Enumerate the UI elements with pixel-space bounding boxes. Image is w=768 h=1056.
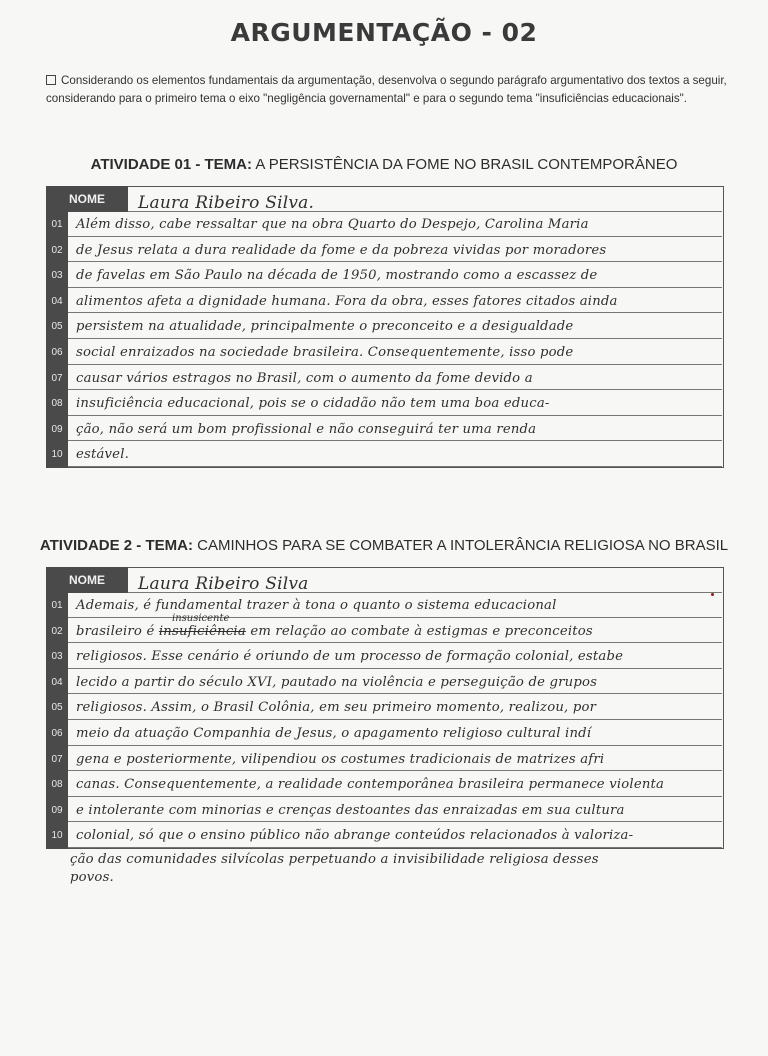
activity2-ruled-line — [68, 642, 722, 643]
activity2-heading-prefix: ATIVIDADE 2 - TEMA: — [39, 537, 193, 554]
activity2-heading-theme: CAMINHOS PARA SE COMBATER A INTOLERÂNCIA RELIGIOSA NO BRASIL — [192, 537, 729, 554]
activity1-line-number: 09 — [51, 423, 63, 435]
activity1-ruled-line — [68, 287, 722, 288]
activity2-text-line[interactable] — [76, 624, 593, 639]
activity2-text-line[interactable]: religiosos. Esse cenário é oriundo de um processo de formação colonial, estabe — [76, 649, 624, 665]
activity1-heading-theme: A PERSISTÊNCIA DA FOME NO BRASIL CONTEMPORÂNEO — [252, 156, 678, 173]
activity2-text-line[interactable]: e intolerante com minorias e crenças destoantes das enraizadas em sua cultura — [76, 802, 625, 818]
activity2-line-number: 10 — [51, 830, 63, 842]
activity2-text-line[interactable]: lecido a partir do século XVI, pautado na violência e perseguição de grupos — [76, 674, 598, 690]
activity1-ruled-line — [68, 389, 722, 390]
activity1-line-number: 02 — [51, 244, 63, 256]
activity1-text-line[interactable]: de Jesus relata a dura realidade da fome e da pobreza vividas por moradores — [76, 242, 607, 258]
activity1-line-number: 10 — [51, 449, 63, 461]
activity2-name-label: NOME — [46, 567, 128, 593]
activity2-ruled-line — [68, 821, 722, 822]
activity2-ruled-line — [68, 617, 722, 618]
activity1-line-number: 06 — [51, 347, 63, 358]
activity2-line2-start: brasileiro é — [76, 623, 159, 639]
activity2-overflow-line[interactable]: povos. — [70, 870, 114, 885]
activity1-heading — [0, 156, 768, 173]
activity2-text-line[interactable]: religiosos. Assim, o Brasil Colônia, em seu primeiro momento, realizou, por — [76, 700, 597, 716]
activity2-struck-word: insuficiência — [158, 623, 246, 639]
activity1-ruled-line — [68, 312, 722, 313]
instructions-line-1: Considerando os elementos fundamentais da argumentação, desenvolva o segundo parágrafo argumentativo dos textos a seguir, — [46, 72, 736, 90]
activity2-ruled-line — [68, 770, 722, 771]
activity1-name-rule — [128, 211, 722, 212]
activity2-ruled-line — [68, 847, 722, 848]
activity2-line-number: 04 — [51, 676, 63, 688]
activity1-text-line[interactable]: estável. — [76, 447, 129, 463]
activity1-sheet — [46, 186, 724, 468]
activity1-line-number: 05 — [51, 321, 63, 333]
activity1-text-line[interactable]: insuficiência educacional, pois se o cidadão não tem uma boa educa- — [76, 396, 550, 412]
activity1-text-line[interactable]: persistem na atualidade, principalmente o preconceito e a desigualdade — [76, 319, 574, 335]
instructions — [46, 72, 736, 108]
activity1-name-value[interactable]: Laura Ribeiro Silva. — [138, 193, 315, 213]
activity2-line-number: 05 — [51, 702, 63, 714]
activity1-ruled-line — [68, 415, 722, 416]
activity2-ruled-line — [68, 796, 722, 797]
instructions-line-2: considerando para o primeiro tema o eixo "negligência governamental" e para o segundo tema "insuficiências educacionais". — [46, 92, 687, 105]
activity2-text-line[interactable]: gena e posteriormente, vilipendiou os costumes tradicionais de matrizes afri — [76, 751, 605, 767]
activity1-line-number: 08 — [51, 398, 63, 410]
activity1-ruled-line — [68, 338, 722, 339]
activity2-text-line[interactable]: canas. Consequentemente, a realidade contemporânea brasileira permanece violenta — [76, 777, 665, 793]
page-title: ARGUMENTAÇÃO - 02 — [230, 18, 538, 47]
activity1-ruled-line — [68, 364, 722, 365]
activity1-ruled-line — [68, 236, 722, 237]
activity1-name-label: NOME — [46, 186, 128, 212]
activity2-ruled-line — [68, 719, 722, 720]
activity2-ruled-line — [68, 693, 722, 694]
activity2-ruled-line — [68, 745, 722, 746]
checkbox-icon — [46, 75, 56, 85]
activity2-line-number: 09 — [51, 804, 63, 816]
activity2-line2-end: em relação ao combate à estigmas e preconceitos — [245, 623, 593, 639]
activity1-line-number: 04 — [51, 295, 63, 307]
activity1-text-line[interactable]: causar vários estragos no Brasil, com o aumento da fome devido a — [76, 370, 533, 386]
activity1-text-line[interactable]: Além disso, cabe ressaltar que na obra Quarto do Despejo, Carolina Maria — [76, 217, 589, 232]
activity1-text-line[interactable]: social enraizados na sociedade brasileira. Consequentemente, isso pode — [76, 345, 574, 360]
activity1-line-number: 07 — [51, 372, 63, 384]
activity1-line-number: 01 — [51, 219, 63, 230]
activity2-line-number: 08 — [51, 779, 63, 791]
activity2-sheet — [46, 567, 724, 849]
activity2-overflow-line[interactable]: ção das comunidades silvícolas perpetuando a invisibilidade religiosa desses — [70, 852, 599, 867]
ink-dot — [711, 593, 714, 596]
activity1-ruled-line — [68, 261, 722, 262]
activity2-name-value[interactable]: Laura Ribeiro Silva — [138, 574, 309, 594]
activity2-text-line[interactable]: meio da atuação Companhia de Jesus, o apagamento religioso cultural indí — [76, 726, 592, 741]
activity1-heading-prefix: ATIVIDADE 01 - TEMA: — [90, 156, 253, 173]
activity2-line-number: 03 — [51, 651, 63, 663]
activity1-text-line[interactable]: de favelas em São Paulo na década de 1950, mostrando como a escassez de — [76, 268, 598, 284]
activity1-ruled-line — [68, 466, 722, 467]
activity2-line-number: 01 — [51, 600, 63, 611]
activity1-text-line[interactable]: ção, não será um bom profissional e não conseguirá ter uma renda — [76, 421, 537, 437]
activity2-ruled-line — [68, 668, 722, 669]
activity2-name-rule — [128, 592, 722, 593]
activity1-ruled-line — [68, 440, 722, 441]
activity2-text-line[interactable]: Ademais, é fundamental trazer à tona o quanto o sistema educacional — [76, 598, 557, 613]
activity2-insertion-text: insusicente — [172, 612, 230, 624]
activity2-line-number: 02 — [51, 625, 63, 637]
activity2-line-number: 07 — [51, 753, 63, 765]
activity2-text-line[interactable]: colonial, só que o ensino público não abrange conteúdos relacionados à valoriza- — [76, 828, 634, 844]
activity2-line-number: 06 — [51, 728, 63, 739]
activity2-heading — [0, 537, 768, 554]
activity1-line-number: 03 — [51, 270, 63, 282]
activity1-text-line[interactable]: alimentos afeta a dignidade humana. Fora da obra, esses fatores citados ainda — [76, 293, 618, 309]
